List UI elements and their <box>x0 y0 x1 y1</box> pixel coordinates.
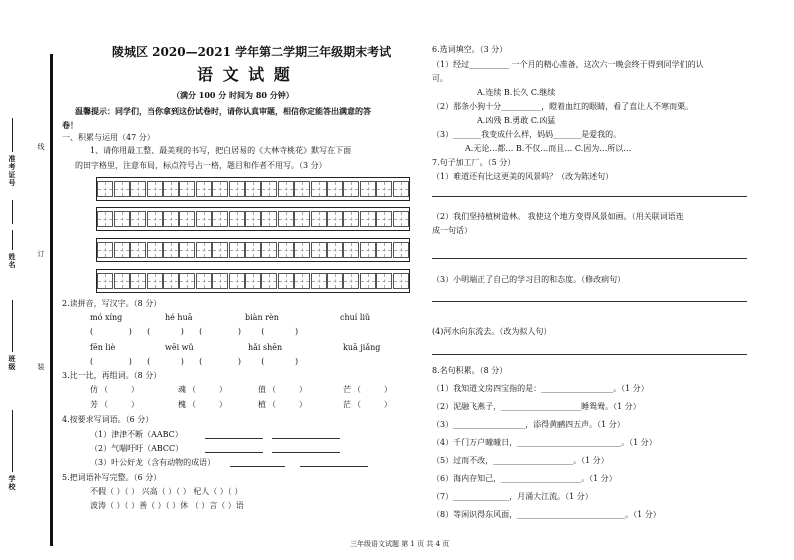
q4-item: （2）气喘吁吁（ABCC） <box>90 444 184 453</box>
q5-row[interactable]: 不假（ ）（ ） 兴高（ ）（ ） 杞人（ ）（ ） <box>90 487 243 496</box>
q6-1-cont: 可。 <box>432 74 448 83</box>
q7-heading: 7.句子加工厂。（5 分） <box>432 158 516 167</box>
tian-grid-cell[interactable] <box>97 181 113 197</box>
pinyin: hé huā <box>165 313 193 322</box>
tian-grid-cell[interactable] <box>229 273 245 289</box>
tian-grid-cell[interactable] <box>114 242 130 258</box>
answer-line[interactable] <box>432 196 747 197</box>
q2-heading: 2.读拼音，写汉字。（8 分） <box>62 299 162 308</box>
tian-grid-cell[interactable] <box>196 242 212 258</box>
tian-grid-cell[interactable] <box>212 242 228 258</box>
tian-grid-cell[interactable] <box>229 181 245 197</box>
q8-item: （5）过而不改，____________________。（1 分） <box>432 456 609 465</box>
q4-item: （3）叶公好龙（含有动物的成语） <box>90 458 216 467</box>
exam-title: 陵城区 2020—2021 学年第二学期三年级期末考试 <box>112 45 392 59</box>
q8-item: （3）__________________，添得黄鹂四五声。（1 分） <box>432 420 625 429</box>
tian-grid-cell[interactable] <box>261 211 277 227</box>
exam-number-label: 准考证号 <box>8 154 16 187</box>
tian-grid-cell[interactable] <box>376 273 392 289</box>
q4-heading: 4.按要求写词语。（6 分） <box>62 415 154 424</box>
staple-mark: 订 <box>37 250 45 258</box>
writing-grid-row[interactable] <box>96 177 410 201</box>
answer-brackets[interactable]: （ ） <box>100 385 139 394</box>
page-footer: 三年级语文试题 第 1 页 共 4 页 <box>350 540 450 548</box>
tian-grid-cell[interactable] <box>343 181 359 197</box>
answer-brackets[interactable]: （ ） <box>268 385 307 394</box>
tian-grid-cell[interactable] <box>393 242 409 258</box>
q1-line-1: 1、请你用最工整、最美观的书写，把白居易的《大林寺桃花》默写在下面 <box>90 146 352 155</box>
tian-grid-cell[interactable] <box>245 273 261 289</box>
answer-line[interactable] <box>432 354 747 355</box>
pinyin: wēi wǔ <box>165 343 194 352</box>
tian-grid-cell[interactable] <box>294 273 310 289</box>
answer-brackets[interactable]: ( ) ( ) ( ) ( ) <box>90 357 299 366</box>
tian-grid-cell[interactable] <box>212 181 228 197</box>
tian-grid-cell[interactable] <box>360 242 376 258</box>
tian-grid-cell[interactable] <box>179 242 195 258</box>
tian-grid-cell[interactable] <box>311 211 327 227</box>
tian-grid-cell[interactable] <box>147 242 163 258</box>
tian-grid-cell[interactable] <box>97 242 113 258</box>
pinyin: hǎi shēn <box>248 343 283 352</box>
tian-grid-cell[interactable] <box>311 242 327 258</box>
tian-grid-cell[interactable] <box>114 211 130 227</box>
tian-grid-cell[interactable] <box>261 242 277 258</box>
q5-heading: 5.把词语补写完整。（6 分） <box>62 473 162 482</box>
tian-grid-cell[interactable] <box>278 211 294 227</box>
binding-border <box>50 54 53 546</box>
line-mark: 线 <box>37 143 45 151</box>
tian-grid-cell[interactable] <box>294 242 310 258</box>
tian-grid-cell[interactable] <box>376 181 392 197</box>
tian-grid-cell[interactable] <box>278 273 294 289</box>
q8-item: （6）海内存知己，____________________。（1 分） <box>432 474 617 483</box>
q8-item: （1）我知道文房四宝指的是：__________________。（1 分） <box>432 384 649 393</box>
answer-brackets[interactable]: （ ） <box>353 400 392 409</box>
exam-subtitle: 语 文 试 题 <box>197 65 292 84</box>
q6-2-choices: A.凶残 B.勇敢 C.凶猛 <box>477 116 556 125</box>
compare-char: 魂 <box>178 385 186 394</box>
tian-grid-cell[interactable] <box>229 211 245 227</box>
tian-grid-cell[interactable] <box>163 273 179 289</box>
q6-1: （1）经过__________ 一个月的精心准备，这次六一晚会终于得到同学们的认 <box>432 60 704 69</box>
tian-grid-cell[interactable] <box>327 273 343 289</box>
q7-2-cont: 成一句话） <box>432 226 472 235</box>
q8-item: （7）______________，月涌大江流。（1 分） <box>432 492 593 501</box>
binding-line <box>12 230 13 250</box>
q8-heading: 8.名句积累。（8 分） <box>432 366 508 375</box>
compare-char: 茫 <box>343 400 351 409</box>
binding-line <box>12 410 13 472</box>
compare-char: 值 <box>258 385 266 394</box>
tian-grid-cell[interactable] <box>229 242 245 258</box>
q3-heading: 3.比一比，再组词。（8 分） <box>62 371 162 380</box>
answer-brackets[interactable]: （ ） <box>188 385 227 394</box>
tian-grid-cell[interactable] <box>130 273 146 289</box>
part-one-heading: 一、积累与运用（47 分） <box>62 133 155 142</box>
tian-grid-cell[interactable] <box>278 242 294 258</box>
tian-grid-cell[interactable] <box>212 273 228 289</box>
q8-item: （4）千门万户曈曈日，__________________________。（1 分） <box>432 438 657 447</box>
tian-grid-cell[interactable] <box>376 211 392 227</box>
answer-brackets[interactable]: （ ） <box>100 400 139 409</box>
tian-grid-cell[interactable] <box>376 242 392 258</box>
tian-grid-cell[interactable] <box>360 181 376 197</box>
q8-item: （8）等闲识得东风面，___________________________。（1 分） <box>432 510 661 519</box>
tian-grid-cell[interactable] <box>179 181 195 197</box>
compare-char: 芳 <box>90 400 98 409</box>
pinyin: kuā jiǎng <box>343 343 381 352</box>
answer-brackets[interactable]: （ ） <box>268 400 307 409</box>
answer-line[interactable] <box>230 466 285 467</box>
tian-grid-cell[interactable] <box>196 273 212 289</box>
q8-item: （2）泥融飞燕子，____________________睡鸳鸯。（1 分） <box>432 402 641 411</box>
pinyin: biàn rèn <box>245 313 279 322</box>
tip-line-1: 温馨提示：同学们，当你拿到这份试卷时，请你认真审题，相信你定能答出满意的答 <box>75 106 371 116</box>
answer-line[interactable] <box>205 452 263 453</box>
tian-grid-cell[interactable] <box>179 211 195 227</box>
tian-grid-cell[interactable] <box>393 211 409 227</box>
binding-line <box>12 300 13 352</box>
tian-grid-cell[interactable] <box>147 211 163 227</box>
q7-3: （3）小明端正了自己的学习目的和态度。（修改病句） <box>432 275 626 284</box>
class-label: 班级 <box>8 354 16 371</box>
tian-grid-cell[interactable] <box>343 242 359 258</box>
answer-line[interactable] <box>272 438 340 439</box>
tian-grid-cell[interactable] <box>163 242 179 258</box>
tian-grid-cell[interactable] <box>327 242 343 258</box>
tian-grid-cell[interactable] <box>147 181 163 197</box>
tian-grid-cell[interactable] <box>130 211 146 227</box>
score-time: （满分 100 分 时间为 80 分钟） <box>172 90 294 100</box>
tian-grid-cell[interactable] <box>114 181 130 197</box>
tian-grid-cell[interactable] <box>343 211 359 227</box>
tian-grid-cell[interactable] <box>294 211 310 227</box>
q1-line-2: 的田字格里，注意布局，标点符号占一格，题目和作者不用写。（3 分） <box>75 161 327 170</box>
tian-grid-cell[interactable] <box>327 181 343 197</box>
tian-grid-cell[interactable] <box>245 211 261 227</box>
compare-char: 植 <box>258 400 266 409</box>
tian-grid-cell[interactable] <box>196 181 212 197</box>
pinyin: chuí liǔ <box>340 313 371 322</box>
answer-brackets[interactable]: ( ) ( ) ( ) ( ) <box>90 327 299 336</box>
tian-grid-cell[interactable] <box>278 181 294 197</box>
tian-grid-cell[interactable] <box>393 181 409 197</box>
answer-line[interactable] <box>272 452 340 453</box>
tian-grid-cell[interactable] <box>327 211 343 227</box>
binding-line <box>12 118 13 152</box>
q7-4: (4)河水向东流去。（改为拟人句） <box>432 327 552 336</box>
tian-grid-cell[interactable] <box>311 273 327 289</box>
q6-3-choices: A.无论…都… B.不仅…而且… C.因为…所以… <box>465 144 632 153</box>
compare-char: 槐 <box>178 400 186 409</box>
q6-3: （3）_______我变成什么样，妈妈_______是爱我的。 <box>432 130 622 139</box>
q4-item: （1）津津不断（AABC） <box>90 430 183 439</box>
binding-line <box>12 200 13 224</box>
writing-grid-row[interactable] <box>96 269 410 293</box>
q7-1: （1）难道还有比这更美的风景吗？（改为陈述句） <box>432 172 614 181</box>
tian-grid-cell[interactable] <box>130 181 146 197</box>
tian-grid-cell[interactable] <box>393 273 409 289</box>
school-label: 学校 <box>8 474 16 491</box>
compare-char: 芒 <box>343 385 351 394</box>
tian-grid-cell[interactable] <box>245 242 261 258</box>
answer-line[interactable] <box>205 438 263 439</box>
answer-line[interactable] <box>432 301 747 302</box>
tian-grid-cell[interactable] <box>311 181 327 197</box>
tian-grid-cell[interactable] <box>212 211 228 227</box>
q6-1-choices: A.连续 B.长久 C.继续 <box>477 88 556 97</box>
answer-line[interactable] <box>432 258 747 259</box>
tian-grid-cell[interactable] <box>163 181 179 197</box>
tian-grid-cell[interactable] <box>261 273 277 289</box>
q7-2: （2）我们坚持植树造林。 我使这个地方变得风景如画。（用关联词语连 <box>432 212 684 221</box>
q5-row[interactable]: 波涛（ ）（ ）善（ ）（ ）休 （ ）言（ ）语 <box>90 501 244 510</box>
tian-grid-cell[interactable] <box>179 273 195 289</box>
tian-grid-cell[interactable] <box>261 181 277 197</box>
pinyin: mó xíng <box>90 313 123 322</box>
tian-grid-cell[interactable] <box>163 211 179 227</box>
tian-grid-cell[interactable] <box>360 273 376 289</box>
tip-line-2: 卷！ <box>62 120 78 130</box>
tian-grid-cell[interactable] <box>245 181 261 197</box>
answer-brackets[interactable]: （ ） <box>353 385 392 394</box>
name-label: 姓名 <box>8 252 16 269</box>
tian-grid-cell[interactable] <box>97 211 113 227</box>
tian-grid-cell[interactable] <box>343 273 359 289</box>
tian-grid-cell[interactable] <box>360 211 376 227</box>
answer-line[interactable] <box>300 466 368 467</box>
pinyin: fēn liè <box>90 343 116 352</box>
writing-grid-row[interactable] <box>96 207 410 231</box>
tian-grid-cell[interactable] <box>130 242 146 258</box>
q6-2: （2）那条小狗十分__________，瞪着血红的眼睛，看了直让人不寒而栗。 <box>432 102 694 111</box>
bind-mark: 装 <box>37 363 45 371</box>
tian-grid-cell[interactable] <box>147 273 163 289</box>
tian-grid-cell[interactable] <box>114 273 130 289</box>
q6-heading: 6.选词填空。（3 分） <box>432 45 508 54</box>
tian-grid-cell[interactable] <box>196 211 212 227</box>
tian-grid-cell[interactable] <box>97 273 113 289</box>
answer-brackets[interactable]: （ ） <box>188 400 227 409</box>
compare-char: 仿 <box>90 385 98 394</box>
tian-grid-cell[interactable] <box>294 181 310 197</box>
writing-grid-row[interactable] <box>96 238 410 262</box>
